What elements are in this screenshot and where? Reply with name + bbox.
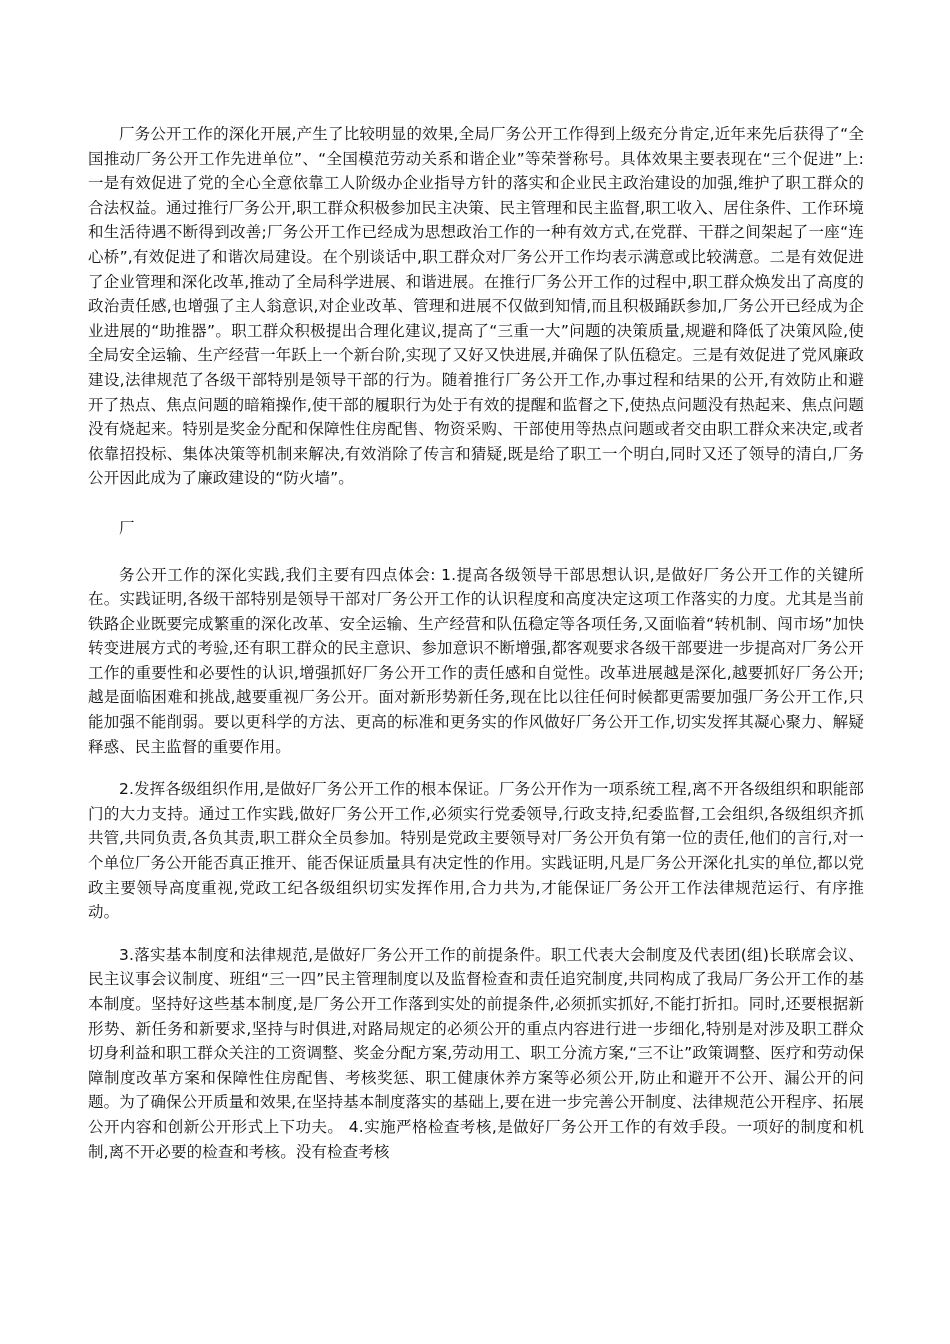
paragraph-experience-3: 3.落实基本制度和法律规范,是做好厂务公开工作的前提条件。职工代表大会制度及代表团(组)长联席会议、民主议事会议制度、班组“三一四”民主管理制度以及监督检查和责任追究制度,共同构成了我局厂务公开工作的基本制度。坚持好这些基本制度,是厂务公开工作落到实处的前提条件,必须抓实抓好,不能打折扣。同时,还要根据新形势、新任务和新要求,坚持与时俱进,对路局规定的必须公开的重点内容进行进一步细化,特别是对涉及职工群众切身利益和职工群众关注的工资调整、奖金分配方案,劳动用工、职工分流方案,“三不让”政策调整、医疗和劳动保障制度改革方案和保障性住房配售、考核奖惩、职工健康休养方案等必须公开,防止和避开不公开、漏公开的问题。为了确保公开质量和效果,在坚持基本制度落实的基础上,要在进一步完善公开制度、法律规范公开程序、拓展公开内容和创新公开形式上下功夫。 4.实施严格检查考核,是做好厂务公开工作的有效手段。一项好的制度和机制,离不开必要的检查和考核。没有检查考核 bbox=[88, 945, 864, 1161]
paragraph-gap bbox=[88, 491, 864, 516]
document-body bbox=[88, 122, 864, 1164]
paragraph-fragment: 厂 bbox=[119, 518, 135, 537]
paragraph-gap bbox=[88, 925, 864, 943]
paragraph-experience-2: 2.发挥各级组织作用,是做好厂务公开工作的根本保证。厂务公开作为一项系统工程,离不开各级组织和职能部门的大力支持。通过工作实践,做好厂务公开工作,必须实行党委领导,行政支持,纪委监督,工会组织,各级组织齐抓共管,共同负责,各负其责,职工群众全员参加。特别是党政主要领导对厂务公开负有第一位的责任,他们的言行,对一个单位厂务公开能否真正推开、能否保证质量具有决定性的作用。实践证明,凡是厂务公开深化扎实的单位,都以党政主要领导高度重视,党政工纪各级组织切实发挥作用,合力共为,才能保证厂务公开工作法律规范运行、有序推动。 bbox=[88, 780, 864, 922]
paragraph-gap bbox=[88, 759, 864, 777]
paragraph-gap bbox=[88, 541, 864, 563]
paragraph-effects: 厂务公开工作的深化开展,产生了比较明显的效果,全局厂务公开工作得到上级充分肯定,近年来先后获得了“全国推动厂务公开工作先进单位”、“全国模范劳动关系和谐企业”等荣誉称号。具体效果主要表现在“三个促进”上:一是有效促进了党的全心全意依靠工人阶级办企业指导方针的落实和企业民主政治建设的加强,维护了职工群众的合法权益。通过推行厂务公开,职工群众积极参加民主决策、民主管理和民主监督,职工收入、居住条件、工作环境和生活待遇不断得到改善;厂务公开工作已经成为思想政治工作的一种有效方式,在党群、干群之间架起了一座“连心桥”,有效促进了和谐次局建设。在个别谈话中,职工群众对厂务公开工作均表示满意或比较满意。二是有效促进了企业管理和深化改革,推动了全局科学进展、和谐进展。在推行厂务公开工作的过程中,职工群众焕发出了高度的政治责任感,也增强了主人翁意识,对企业改革、管理和进展不仅做到知情,而且积极踊跃参加,厂务公开已经成为企业进展的“助推器”。职工群众积极提出合理化建议,提高了“三重一大”问题的决策质量,规避和降低了决策风险,使全局安全运输、生产经营一年跃上一个新台阶,实现了又好又快进展,并确保了队伍稳定。三是有效促进了党风廉政建设,法律规范了各级干部特别是领导干部的行为。随着推行厂务公开工作,办事过程和结果的公开,有效防止和避开了热点、焦点问题的暗箱操作,使干部的履职行为处于有效的提醒和监督之下,使热点问题没有热起来、焦点问题没有烧起来。特别是奖金分配和保障性住房配售、物资采购、干部使用等热点问题或者交由职工群众来决定,或者依靠招投标、集体决策等机制来解决,有效消除了传言和猜疑,既是给了职工一个明白,同时又还了领导的清白,厂务公开因此成为了廉政建设的“防火墙”。 bbox=[88, 125, 864, 488]
paragraph-experience-1: 务公开工作的深化实践,我们主要有四点体会: 1.提高各级领导干部思想认识,是做好厂务公开工作的关键所在。实践证明,各级干部特别是领导干部对厂务公开工作的认识程度和高度决定这项工作落实的力度。尤其是当前铁路企业既要完成繁重的深化改革、安全运输、生产经营和队伍稳定等各项任务,又面临着“转机制、闯市场”加快转变进展方式的考验,还有职工群众的民主意识、参加意识不断增强,都客观要求各级干部要进一步提高对厂务公开工作的重要性和必要性的认识,增强抓好厂务公开工作的责任感和自觉性。改革进展越是深化,越要抓好厂务公开;越是面临困难和挑战,越要重视厂务公开。面对新形势新任务,现在比以往任何时候都更需要加强厂务公开工作,只能加强不能削弱。要以更科学的方法、更高的标准和更务实的作风做好厂务公开工作,切实发挥其凝心聚力、解疑释惑、民主监督的重要作用。 bbox=[88, 565, 864, 756]
